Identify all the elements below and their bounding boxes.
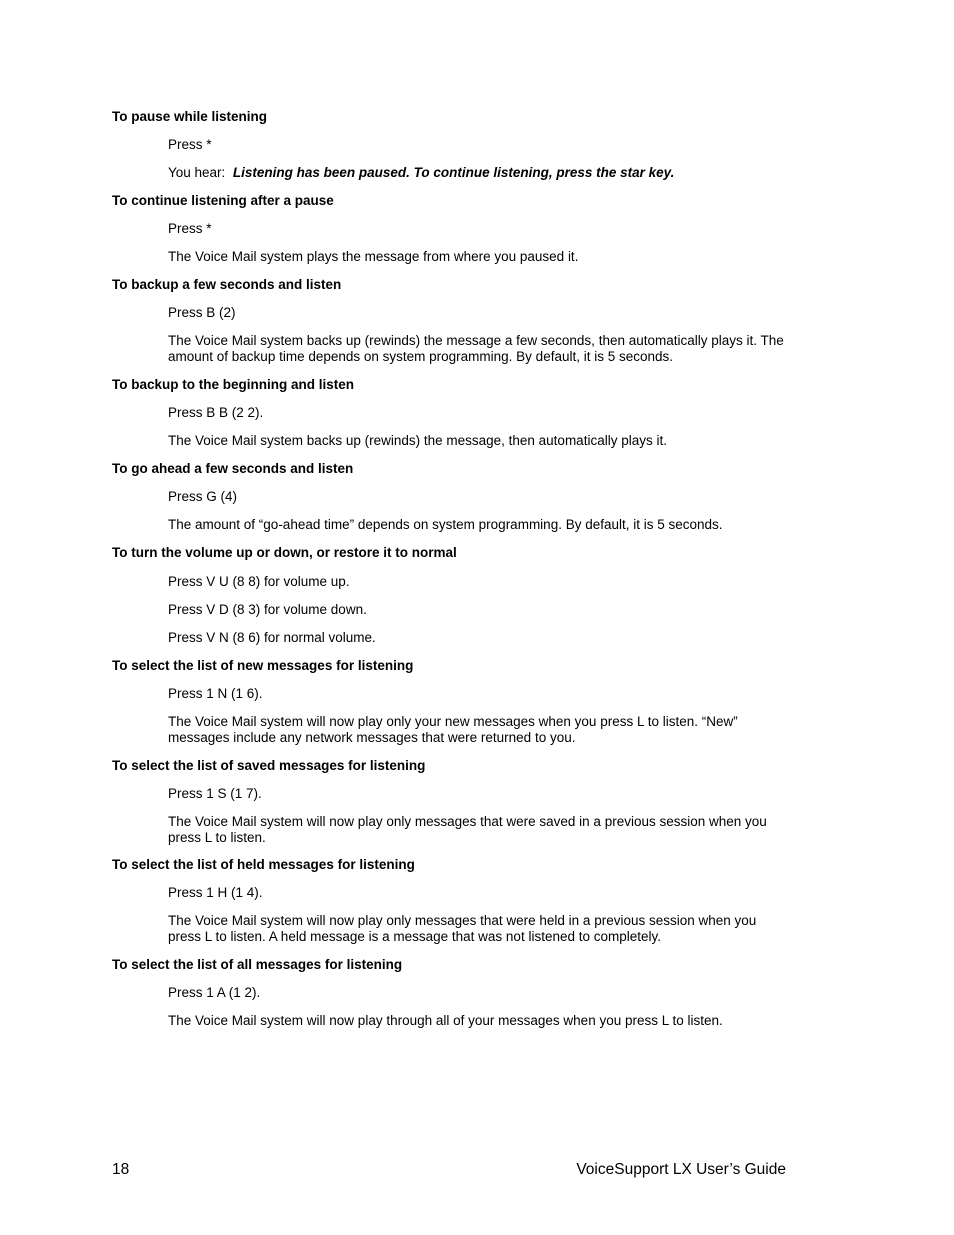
instruction-press: Press 1 N (1 6).	[168, 686, 263, 701]
description-text: The Voice Mail system backs up (rewinds) the message a few seconds, then automatically plays it. The amount of backup time depends on system programming. By default, it is 5 seconds.	[168, 333, 784, 364]
description-text: The Voice Mail system plays the message from where you paused it.	[168, 249, 579, 264]
description-text: The Voice Mail system backs up (rewinds) the message, then automatically plays it.	[168, 433, 667, 448]
section-heading-saved-messages: To select the list of saved messages for listening	[112, 758, 426, 773]
instruction-volume-normal: Press V N (8 6) for normal volume.	[168, 630, 376, 645]
description-text: The Voice Mail system will now play only messages that were saved in a previous session when you press L to listen.	[168, 814, 767, 845]
instruction-press: Press G (4)	[168, 489, 238, 504]
section-heading-volume: To turn the volume up or down, or restore it to normal	[112, 545, 457, 560]
section-heading-all-messages: To select the list of all messages for listening	[112, 957, 403, 972]
description-text: The Voice Mail system will now play only messages that were held in a previous session when you press L to listen. A held message is a message that was not listened to completely.	[168, 913, 757, 944]
instruction-press: Press 1 H (1 4).	[168, 885, 263, 900]
description-text: The amount of “go-ahead time” depends on system programming. By default, it is 5 seconds.	[168, 517, 723, 532]
guide-title: VoiceSupport LX User’s Guide	[576, 1161, 786, 1178]
instruction-press: Press B (2)	[168, 305, 236, 320]
section-heading-backup-seconds: To backup a few seconds and listen	[112, 277, 342, 292]
section-heading-pause: To pause while listening	[112, 109, 268, 124]
section-heading-new-messages: To select the list of new messages for listening	[112, 658, 414, 673]
description-text: The Voice Mail system will now play only your new messages when you press L to listen. “New” messages include any network messages that were returned to you.	[168, 714, 738, 745]
instruction-press: Press 1 S (1 7).	[168, 786, 262, 801]
section-heading-backup-beginning: To backup to the beginning and listen	[112, 377, 354, 392]
you-hear-prompt: Listening has been paused. To continue listening, press the star key.	[232, 165, 675, 180]
section-heading-go-ahead: To go ahead a few seconds and listen	[112, 461, 354, 476]
you-hear-prefix: You hear:	[168, 165, 226, 180]
you-hear-line	[168, 165, 793, 181]
instruction-volume-up: Press V U (8 8) for volume up.	[168, 574, 350, 589]
section-heading-held-messages: To select the list of held messages for listening	[112, 857, 415, 872]
page-number: 18	[112, 1161, 130, 1178]
instruction-press: Press B B (2 2).	[168, 405, 264, 420]
instruction-press: Press *	[168, 221, 212, 236]
description-text: The Voice Mail system will now play through all of your messages when you press L to listen.	[168, 1013, 723, 1028]
instruction-press: Press *	[168, 137, 212, 152]
section-heading-continue: To continue listening after a pause	[112, 193, 334, 208]
instruction-press: Press 1 A (1 2).	[168, 985, 261, 1000]
instruction-volume-down: Press V D (8 3) for volume down.	[168, 602, 367, 617]
